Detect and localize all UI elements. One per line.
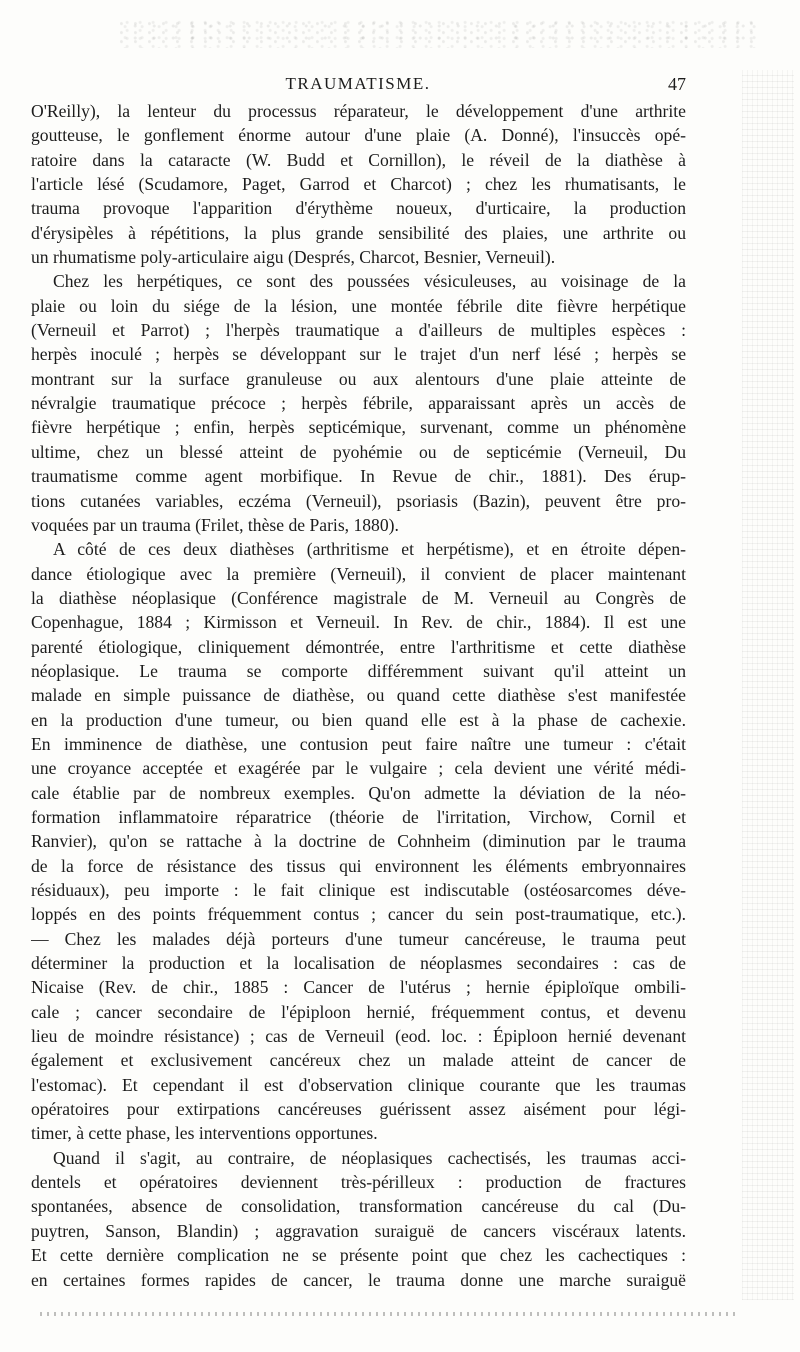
- text-line: l'article lésé (Scudamore, Paget, Garrod et Charcot) ; chez les rhumatisants, le: [31, 174, 686, 195]
- text-line: en la production d'une tumeur, ou bien quand elle est à la phase de cachexie.: [31, 709, 686, 730]
- text-line: également et exclusivement cancéreux chez un malade atteint de cancer de: [31, 1050, 686, 1071]
- text-line: En imminence de diathèse, une contusion peut faire naître une tumeur : c'était: [31, 733, 686, 754]
- text-line: A côté de ces deux diathèses (arthritisme et herpétisme), et en étroite dépen-: [53, 539, 686, 560]
- text-line: opératoires pour extirpations cancéreuses guérissent assez aisément pour légi-: [31, 1099, 686, 1120]
- text-line: en certaines formes rapides de cancer, le trauma donne une marche suraiguë: [31, 1269, 686, 1290]
- text-line: un rhumatisme poly-articulaire aigu (Després, Charcot, Besnier, Verneuil).: [31, 247, 556, 268]
- text-line: — Chez les malades déjà porteurs d'une tumeur cancéreuse, le trauma peut: [31, 928, 686, 949]
- text-line: résiduaux), peu importe : le fait clinique est indiscutable (ostéosarcomes déve-: [31, 880, 686, 900]
- text-line: Nicaise (Rev. de chir., 1885 : Cancer de l'utérus ; hernie épiploïque ombili-: [31, 977, 686, 998]
- text-line: fièvre herpétique ; enfin, herpès septicémique, survenant, comme un phénomène: [31, 417, 686, 438]
- text-line: déterminer la production et la localisation de néoplasmes secondaires : cas de: [31, 953, 686, 974]
- text-line: spontanées, absence de consolidation, transformation cancéreuse du cal (Du-: [31, 1196, 686, 1217]
- text-line: ratoire dans la cataracte (W. Budd et Cornillon), le réveil de la diathèse à: [31, 149, 686, 170]
- text-line: parenté étiologique, cliniquement démontrée, entre l'arthritisme et cette diathèse: [31, 636, 686, 657]
- text-line: l'estomac). Et cependant il est d'observation clinique courante que les traumas: [31, 1074, 686, 1095]
- text-line: Chez les herpétiques, ce sont des poussées vésiculeuses, au voisinage de la: [53, 271, 686, 292]
- scan-noise-top: [120, 20, 760, 48]
- text-line: malade en simple puissance de diathèse, ou quand cette diathèse s'est manifestée: [31, 685, 686, 706]
- text-line: cale établie par de nombreux exemples. Qu'on admette la déviation de la néo-: [31, 782, 686, 803]
- text-line: formation inflammatoire réparatrice (théorie de l'irritation, Virchow, Cornil et: [31, 806, 686, 827]
- text-line: Et cette dernière complication ne se présente point que chez les cachectiques :: [31, 1245, 686, 1266]
- text-line: timer, à cette phase, les interventions opportunes.: [31, 1123, 378, 1144]
- text-line: dance étiologique avec la première (Verneuil), il convient de placer maintenant: [31, 563, 686, 584]
- scan-noise-right-edge: [742, 70, 794, 1300]
- text-line: dentels et opératoires deviennent très-périlleux : production de fractures: [31, 1172, 686, 1193]
- text-line: de la force de résistance des tissus qui environnent les éléments embryonnaires: [31, 855, 686, 876]
- text-line: loppés en des points fréquemment contus ; cancer du sein post-traumatique, etc.).: [31, 904, 686, 925]
- text-line: puytren, Sanson, Blandin) ; aggravation suraiguë de cancers viscéraux latents.: [31, 1220, 686, 1241]
- scan-noise-bottom: [40, 1312, 740, 1316]
- text-line: cale ; cancer secondaire de l'épiploon hernié, fréquemment contus, et devenu: [31, 1001, 686, 1022]
- text-line: une croyance acceptée et exagérée par le vulgaire ; cela devient une vérité médi-: [31, 758, 686, 779]
- page-number: 47: [668, 74, 686, 94]
- text-line: trauma provoque l'apparition d'érythème noueux, d'urticaire, la production: [31, 198, 686, 219]
- running-head: TRAUMATISME.: [285, 74, 431, 93]
- page-header: [30, 74, 686, 98]
- text-line: névralgie traumatique précoce ; herpès fébrile, apparaissant après un accès de: [31, 393, 686, 414]
- text-line: O'Reilly), la lenteur du processus réparateur, le développement d'une arthrite: [31, 101, 686, 121]
- text-line: plaie ou loin du siége de la lésion, une montée fébrile dite fièvre herpétique: [31, 295, 686, 316]
- text-line: lieu de moindre résistance) ; cas de Verneuil (eod. loc. : Épiploon hernié devenant: [31, 1026, 686, 1047]
- text-line: goutteuse, le gonflement énorme autour d'une plaie (A. Donné), l'insuccès opé-: [31, 125, 686, 146]
- text-line: traumatisme comme agent morbifique. In Revue de chir., 1881). Des érup-: [31, 466, 686, 487]
- text-line: Ranvier), qu'on se rattache à la doctrine de Cohnheim (diminution par le trauma: [31, 831, 686, 852]
- text-line: voquées par un trauma (Frilet, thèse de Paris, 1880).: [31, 514, 399, 535]
- text-line: ultime, chez un blessé atteint de pyohémie ou de septicémie (Verneuil, Du: [31, 441, 686, 462]
- text-line: la diathèse néoplasique (Conférence magistrale de M. Verneuil au Congrès de: [31, 587, 686, 608]
- text-line: (Verneuil et Parrot) ; l'herpès traumatique a d'ailleurs de multiples espèces :: [31, 320, 686, 341]
- text-line: herpès inoculé ; herpès se développant sur le trajet d'un nerf lésé ; herpès se: [31, 344, 686, 365]
- body-text: [31, 99, 686, 1292]
- text-line: tions cutanées variables, eczéma (Verneuil), psoriasis (Bazin), peuvent être pro-: [31, 490, 686, 511]
- text-line: montrant sur la surface granuleuse ou aux alentours d'une plaie atteinte de: [31, 368, 686, 389]
- text-line: Quand il s'agit, au contraire, de néoplasiques cachectisés, les traumas acci-: [53, 1147, 686, 1168]
- text-line: Copenhague, 1884 ; Kirmisson et Verneuil. In Rev. de chir., 1884). Il est une: [31, 612, 686, 633]
- text-line: néoplasique. Le trauma se comporte différemment suivant qu'il atteint un: [31, 660, 686, 681]
- text-line: d'érysipèles à répétitions, la plus grande sensibilité des plaies, une arthrite ou: [31, 222, 686, 243]
